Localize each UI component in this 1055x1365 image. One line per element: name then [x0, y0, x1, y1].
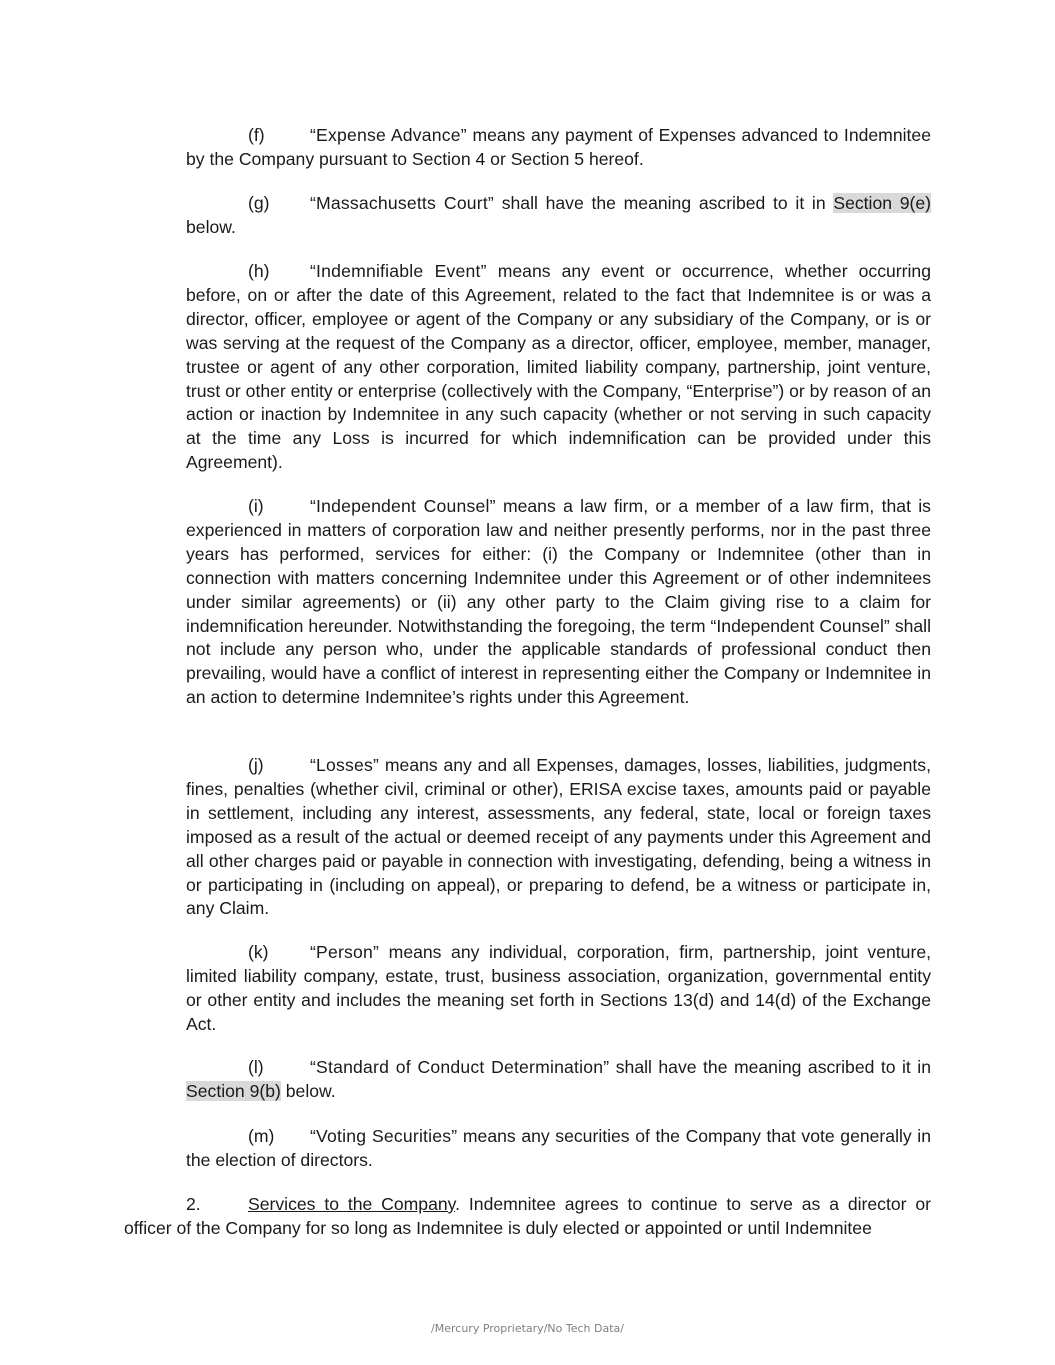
item-label: (g)	[248, 193, 270, 213]
defined-term: “Voting Securities”	[310, 1126, 458, 1146]
definition-text: shall have the meaning ascribed to it in	[494, 193, 834, 213]
definition-text: means any individual, corporation, firm, partnership, joint venture, limited liability company, estate, trust, business association, organization, governmental entity or other entity and includes the meaning set forth in Sections 13(d) and 14(d) of the Exchange Act.	[186, 942, 931, 1034]
item-label: (k)	[248, 942, 269, 962]
cross-reference-link[interactable]: Section 9(b)	[186, 1080, 281, 1101]
definition-i	[186, 495, 931, 710]
definition-m	[186, 1125, 931, 1173]
definition-text: means any and all Expenses, damages, losses, liabilities, judgments, fines, penalties (whether civil, criminal or other), ERISA excise taxes, amounts paid or payable in settlement, including any interest, assessments, any federal, state, local or foreign taxes imposed as a result of the actual or deemed receipt of any payments under this Agreement and all other charges paid or payable in connection with investigating, defending, being a witness in or participating in (including on appeal), or preparing to defend, be a witness or participate in, any Claim.	[186, 755, 931, 919]
definition-j	[186, 754, 931, 921]
definition-text-tail: below.	[186, 216, 236, 237]
defined-term: “Massachusetts Court”	[310, 193, 494, 213]
section-text: . Indemnitee agrees to continue to serve as a director or officer of the Company for so long as Indemnitee is duly elected or appointed or until Indemnitee	[124, 1194, 931, 1238]
item-label: (l)	[248, 1057, 264, 1077]
item-label: (h)	[248, 261, 270, 281]
defined-term: “Losses”	[310, 755, 380, 775]
defined-term: “Indemnifiable Event”	[310, 261, 487, 281]
item-label: (m)	[248, 1126, 275, 1146]
definition-text: means any payment of Expenses advanced to Indemnitee by the Company pursuant to Section 4 or Section 5 hereof.	[186, 125, 931, 169]
item-label: (i)	[248, 496, 264, 516]
section-number: 2.	[186, 1194, 201, 1214]
definition-g	[186, 192, 931, 240]
definition-text: shall have the meaning ascribed to it in	[609, 1057, 931, 1077]
defined-term: “Standard of Conduct Determination”	[310, 1057, 610, 1077]
definition-text: means any securities of the Company that vote generally in the election of directors.	[186, 1126, 931, 1170]
page-footer: /Mercury Proprietary/No Tech Data/	[431, 1322, 624, 1335]
defined-term: “Independent Counsel”	[310, 496, 496, 516]
definition-h	[186, 260, 931, 475]
definition-l	[186, 1056, 931, 1104]
definition-text: means any event or occurrence, whether occurring before, on or after the date of this Agreement, related to the fact that Indemnitee is or was a director, officer, employee or agent of the Company or any subsidiary of the Company, or is or was serving at the request of the Company as a director, officer, employee, member, manager, trustee or agent of any other corporation, limited liability company, partnership, joint venture, trust or other entity or enterprise (collectively with the Company, “Enterprise”) or by reason of an action or inaction by Indemnitee in any such capacity (whether or not serving in such capacity at the time any Loss is incurred for which indemnification can be provided under this Agreement).	[186, 261, 931, 473]
item-label: (j)	[248, 755, 264, 775]
definition-k	[186, 941, 931, 1037]
section-2	[124, 1193, 931, 1241]
definition-text-tail: below.	[280, 1080, 336, 1101]
definition-f	[186, 124, 931, 172]
item-label: (f)	[248, 125, 265, 145]
section-heading: Services to the Company	[248, 1194, 456, 1214]
cross-reference-link[interactable]: Section 9(e)	[833, 193, 932, 213]
defined-term: “Expense Advance”	[310, 125, 467, 145]
definition-text: means a law firm, or a member of a law firm, that is experienced in matters of corporation law and neither presently performs, nor in the past three years has performed, services for either: (i) the Company or Indemnitee (other than in connection with matters concerning Indemnitee under this Agreement or of other indemnitees under similar agreements) or (ii) any other party to the Claim giving rise to a claim for indemnification hereunder. Notwithstanding the foregoing, the term “Independent Counsel” shall not include any person who, under the applicable standards of professional conduct then prevailing, would have a conflict of interest in representing either the Company or Indemnitee in an action to determine Indemnitee’s rights under this Agreement.	[186, 496, 931, 708]
defined-term: “Person”	[310, 942, 380, 962]
